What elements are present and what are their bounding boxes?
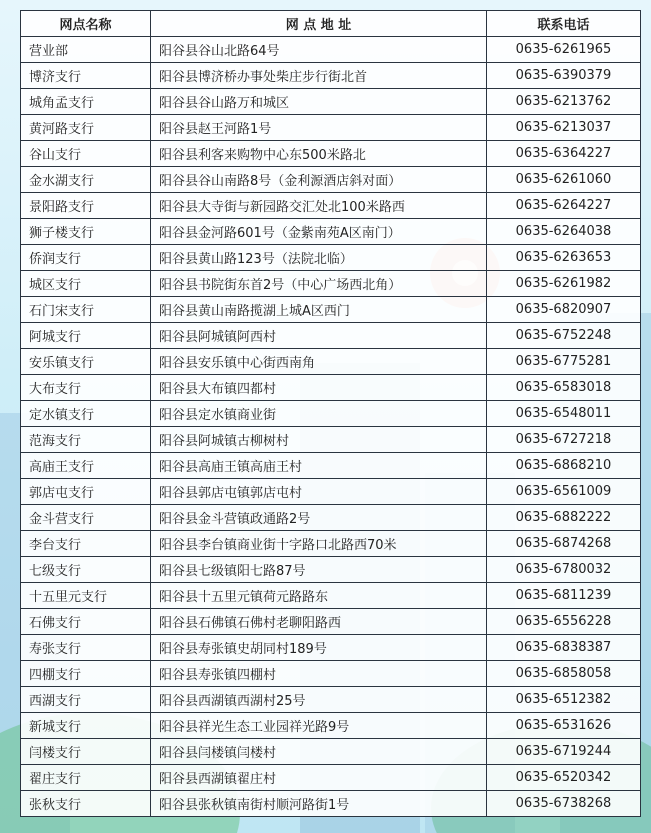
branch-address-cell: 阳谷县安乐镇中心街西南角: [151, 349, 487, 375]
branch-phone-cell: 0635-6882222: [487, 505, 641, 531]
branch-address-cell: 阳谷县黄山路123号（法院北临）: [151, 245, 487, 271]
branch-address-cell: 阳谷县阿城镇阿西村: [151, 323, 487, 349]
branch-name-cell: 郭店屯支行: [21, 479, 151, 505]
branch-name-cell: 七级支行: [21, 557, 151, 583]
branch-name-cell: 石门宋支行: [21, 297, 151, 323]
branch-name-cell: 金斗营支行: [21, 505, 151, 531]
branch-address-cell: 阳谷县西湖镇西湖村25号: [151, 687, 487, 713]
header-name: 网点名称: [21, 11, 151, 37]
branch-name-cell: 新城支行: [21, 713, 151, 739]
table-row: [21, 427, 641, 453]
branch-name-cell: 范海支行: [21, 427, 151, 453]
table-row: [21, 219, 641, 245]
branch-phone-cell: 0635-6264227: [487, 193, 641, 219]
branch-phone-cell: 0635-6719244: [487, 739, 641, 765]
branch-phone-cell: 0635-6820907: [487, 297, 641, 323]
branch-phone-cell: 0635-6780032: [487, 557, 641, 583]
branch-address-cell: 阳谷县金斗营镇政通路2号: [151, 505, 487, 531]
branch-phone-cell: 0635-6520342: [487, 765, 641, 791]
branch-phone-cell: 0635-6868210: [487, 453, 641, 479]
table-row: [21, 245, 641, 271]
table-row: [21, 739, 641, 765]
table-row: [21, 583, 641, 609]
branch-name-cell: 高庙王支行: [21, 453, 151, 479]
branch-phone-cell: 0635-6874268: [487, 531, 641, 557]
branch-address-cell: 阳谷县李台镇商业街十字路口北路西70米: [151, 531, 487, 557]
branch-address-cell: 阳谷县阿城镇古柳树村: [151, 427, 487, 453]
branch-name-cell: 营业部: [21, 37, 151, 63]
branch-address-cell: 阳谷县利客来购物中心东500米路北: [151, 141, 487, 167]
branch-name-cell: 张秋支行: [21, 791, 151, 817]
branch-name-cell: 翟庄支行: [21, 765, 151, 791]
branch-address-cell: 阳谷县赵王河路1号: [151, 115, 487, 141]
table-row: [21, 531, 641, 557]
branch-table: [20, 10, 641, 817]
header-address: 网 点 地 址: [151, 11, 487, 37]
table-row: [21, 375, 641, 401]
branch-phone-cell: 0635-6261060: [487, 167, 641, 193]
table-row: [21, 791, 641, 817]
table-row: [21, 453, 641, 479]
branch-address-cell: 阳谷县十五里元镇荷元路路东: [151, 583, 487, 609]
branch-phone-cell: 0635-6858058: [487, 661, 641, 687]
branch-address-cell: 阳谷县祥光生态工业园祥光路9号: [151, 713, 487, 739]
table-row: [21, 89, 641, 115]
branch-name-cell: 安乐镇支行: [21, 349, 151, 375]
branch-address-cell: 阳谷县张秋镇南街村顺河路街1号: [151, 791, 487, 817]
table-row: [21, 557, 641, 583]
branch-name-cell: 博济支行: [21, 63, 151, 89]
branch-phone-cell: 0635-6261982: [487, 271, 641, 297]
branch-phone-cell: 0635-6512382: [487, 687, 641, 713]
branch-name-cell: 侨润支行: [21, 245, 151, 271]
branch-phone-cell: 0635-6264038: [487, 219, 641, 245]
branch-phone-cell: 0635-6727218: [487, 427, 641, 453]
branch-name-cell: 定水镇支行: [21, 401, 151, 427]
table-row: [21, 63, 641, 89]
table-header-row: [21, 11, 641, 37]
branch-name-cell: 西湖支行: [21, 687, 151, 713]
branch-name-cell: 城角孟支行: [21, 89, 151, 115]
table-row: [21, 401, 641, 427]
branch-phone-cell: 0635-6752248: [487, 323, 641, 349]
table-row: [21, 323, 641, 349]
branch-address-cell: 阳谷县闫楼镇闫楼村: [151, 739, 487, 765]
branch-name-cell: 景阳路支行: [21, 193, 151, 219]
branch-address-cell: 阳谷县石佛镇石佛村老聊阳路西: [151, 609, 487, 635]
branch-address-cell: 阳谷县寿张镇四棚村: [151, 661, 487, 687]
branch-name-cell: 十五里元支行: [21, 583, 151, 609]
branch-phone-cell: 0635-6561009: [487, 479, 641, 505]
table-row: [21, 661, 641, 687]
branch-name-cell: 寿张支行: [21, 635, 151, 661]
branch-phone-cell: 0635-6213037: [487, 115, 641, 141]
table-row: [21, 271, 641, 297]
table-row: [21, 115, 641, 141]
branch-address-cell: 阳谷县书院街东首2号（中心广场西北角）: [151, 271, 487, 297]
branch-name-cell: 狮子楼支行: [21, 219, 151, 245]
table-row: [21, 167, 641, 193]
branch-address-cell: 阳谷县金河路601号（金紫南苑A区南门）: [151, 219, 487, 245]
branch-name-cell: 金水湖支行: [21, 167, 151, 193]
table-row: [21, 37, 641, 63]
branch-name-cell: 阿城支行: [21, 323, 151, 349]
header-phone: 联系电话: [487, 11, 641, 37]
table-row: [21, 635, 641, 661]
branch-phone-cell: 0635-6811239: [487, 583, 641, 609]
branch-address-cell: 阳谷县高庙王镇高庙王村: [151, 453, 487, 479]
branch-name-cell: 石佛支行: [21, 609, 151, 635]
table-row: [21, 479, 641, 505]
table-row: [21, 713, 641, 739]
table-row: [21, 505, 641, 531]
branch-address-cell: 阳谷县黄山南路揽湖上城A区西门: [151, 297, 487, 323]
branch-phone-cell: 0635-6390379: [487, 63, 641, 89]
table-row: [21, 765, 641, 791]
branch-phone-cell: 0635-6263653: [487, 245, 641, 271]
branch-phone-cell: 0635-6364227: [487, 141, 641, 167]
branch-name-cell: 大布支行: [21, 375, 151, 401]
branch-phone-cell: 0635-6583018: [487, 375, 641, 401]
table-row: [21, 141, 641, 167]
branch-name-cell: 李台支行: [21, 531, 151, 557]
branch-address-cell: 阳谷县定水镇商业街: [151, 401, 487, 427]
table-row: [21, 687, 641, 713]
branch-address-cell: 阳谷县谷山南路8号（金利源酒店斜对面）: [151, 167, 487, 193]
branch-name-cell: 四棚支行: [21, 661, 151, 687]
table-row: [21, 349, 641, 375]
branch-phone-cell: 0635-6548011: [487, 401, 641, 427]
branch-phone-cell: 0635-6213762: [487, 89, 641, 115]
branch-address-cell: 阳谷县寿张镇史胡同村189号: [151, 635, 487, 661]
branch-phone-cell: 0635-6838387: [487, 635, 641, 661]
branch-phone-cell: 0635-6775281: [487, 349, 641, 375]
branch-phone-cell: 0635-6738268: [487, 791, 641, 817]
table-row: [21, 297, 641, 323]
branch-address-cell: 阳谷县西湖镇翟庄村: [151, 765, 487, 791]
branch-phone-cell: 0635-6531626: [487, 713, 641, 739]
branch-name-cell: 谷山支行: [21, 141, 151, 167]
branch-address-cell: 阳谷县大布镇四都村: [151, 375, 487, 401]
branch-name-cell: 城区支行: [21, 271, 151, 297]
branch-address-cell: 阳谷县郭店屯镇郭店屯村: [151, 479, 487, 505]
branch-name-cell: 闫楼支行: [21, 739, 151, 765]
branch-address-cell: 阳谷县大寺街与新园路交汇处北100米路西: [151, 193, 487, 219]
branch-phone-cell: 0635-6261965: [487, 37, 641, 63]
table-row: [21, 609, 641, 635]
branch-address-cell: 阳谷县七级镇阳七路87号: [151, 557, 487, 583]
branch-address-cell: 阳谷县博济桥办事处柴庄步行街北首: [151, 63, 487, 89]
table-row: [21, 193, 641, 219]
branch-name-cell: 黄河路支行: [21, 115, 151, 141]
branch-phone-cell: 0635-6556228: [487, 609, 641, 635]
branch-address-cell: 阳谷县谷山路万和城区: [151, 89, 487, 115]
branch-address-cell: 阳谷县谷山北路64号: [151, 37, 487, 63]
